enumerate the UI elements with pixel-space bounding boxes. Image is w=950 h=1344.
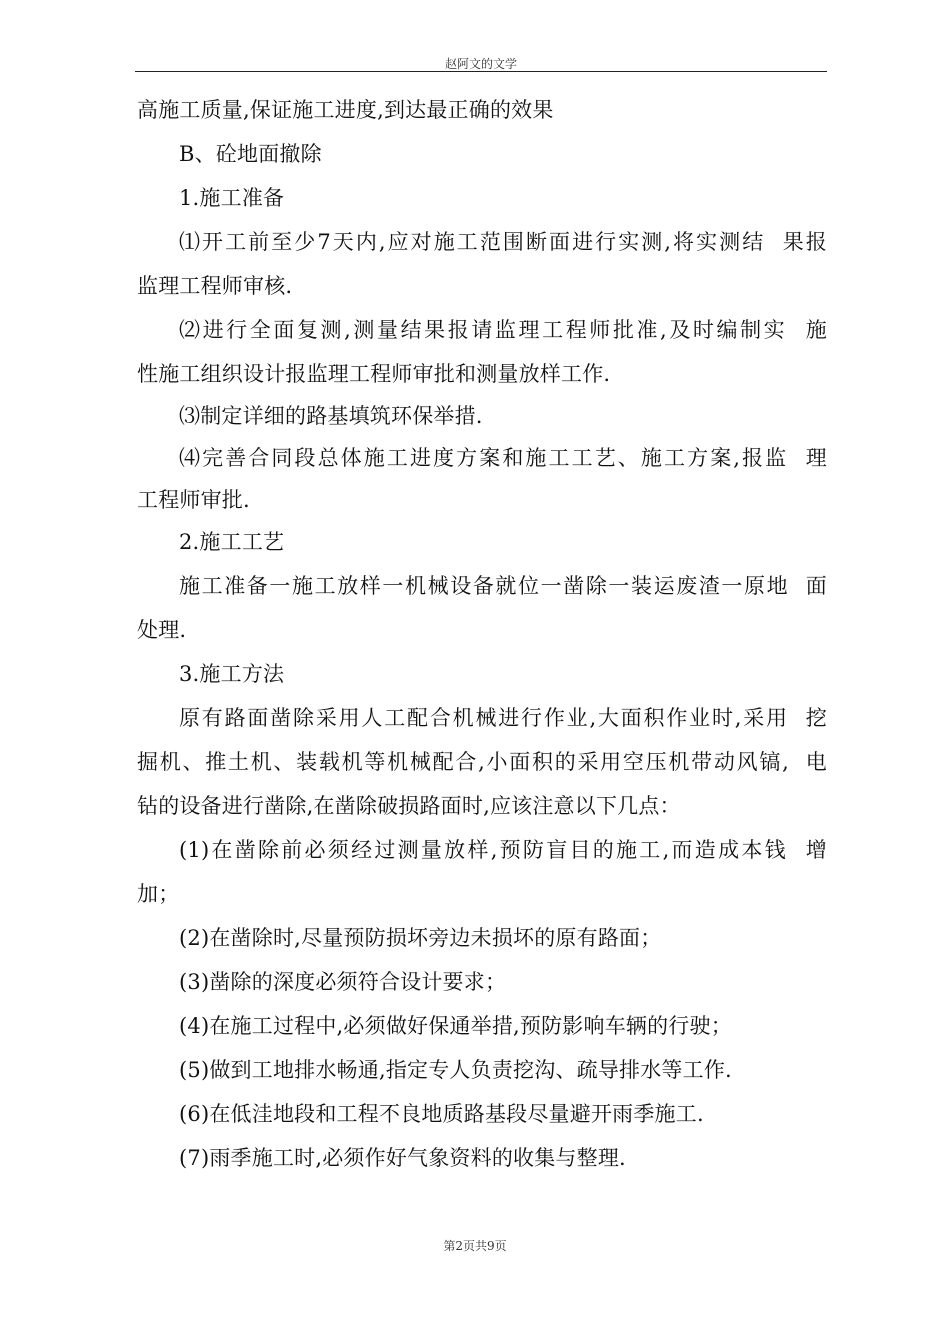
page-header: 赵阿文的文学 (444, 57, 517, 71)
paragraph-line: 监理工程师审核. (137, 274, 293, 298)
paragraph-line: 性施工组织设计报监理工程师审批和测量放样工作. (137, 362, 611, 386)
paragraph-line: 钻的设备进行凿除,在凿除破损路面时,应该注意以下几点： (137, 794, 681, 818)
paragraph-line: ⑷完善合同段总体施工进度方案和施工工艺、施工方案,报监 理 (179, 446, 827, 470)
paragraph-line: 处理. (137, 618, 187, 642)
list-item: (6)在低洼地段和工程不良地质路基段尽量避开雨季施工. (179, 1102, 704, 1126)
paragraph-line: 加； (137, 882, 180, 906)
paragraph-line: 掘机、推土机、装载机等机械配合,小面积的采用空压机带动风镐, 电 (137, 750, 827, 774)
paragraph-line: ⑶制定详细的路基填筑环保举措. (179, 404, 483, 428)
section-heading: B、砼地面撤除 (179, 142, 322, 166)
header-divider (135, 71, 827, 72)
list-item: (4)在施工过程中,必须做好保通举措,预防影响车辆的行驶； (179, 1014, 732, 1038)
paragraph-line: 高施工质量,保证施工进度,到达最正确的效果 (137, 98, 554, 122)
paragraph-line: ⑴开工前至少7天内,应对施工范围断面进行实测,将实测结 果报 (179, 230, 827, 254)
paragraph-line: 工程师审批. (137, 488, 250, 512)
list-item: (1)在凿除前必须经过测量放样,预防盲目的施工,而造成本钱 增 (179, 838, 827, 862)
paragraph-line: ⑵进行全面复测,测量结果报请监理工程师批准,及时编制实 施 (179, 318, 827, 342)
paragraph-line: 原有路面凿除采用人工配合机械进行作业,大面积作业时,采用 挖 (179, 706, 827, 730)
list-item: (2)在凿除时,尽量预防损坏旁边未损坏的原有路面； (179, 926, 662, 950)
page-number: 第2页共9页 (443, 1239, 507, 1253)
list-item: (7)雨季施工时,必须作好气象资料的收集与整理. (179, 1146, 626, 1170)
subsection-heading: 2.施工工艺 (179, 530, 285, 554)
paragraph-line: 施工准备一施工放样一机械设备就位一凿除一装运废渣一原地 面 (179, 574, 827, 598)
subsection-heading: 1.施工准备 (179, 186, 285, 210)
list-item: (5)做到工地排水畅通,指定专人负责挖沟、疏导排水等工作. (179, 1058, 732, 1082)
subsection-heading: 3.施工方法 (179, 662, 285, 686)
list-item: (3)凿除的深度必须符合设计要求； (179, 970, 507, 994)
